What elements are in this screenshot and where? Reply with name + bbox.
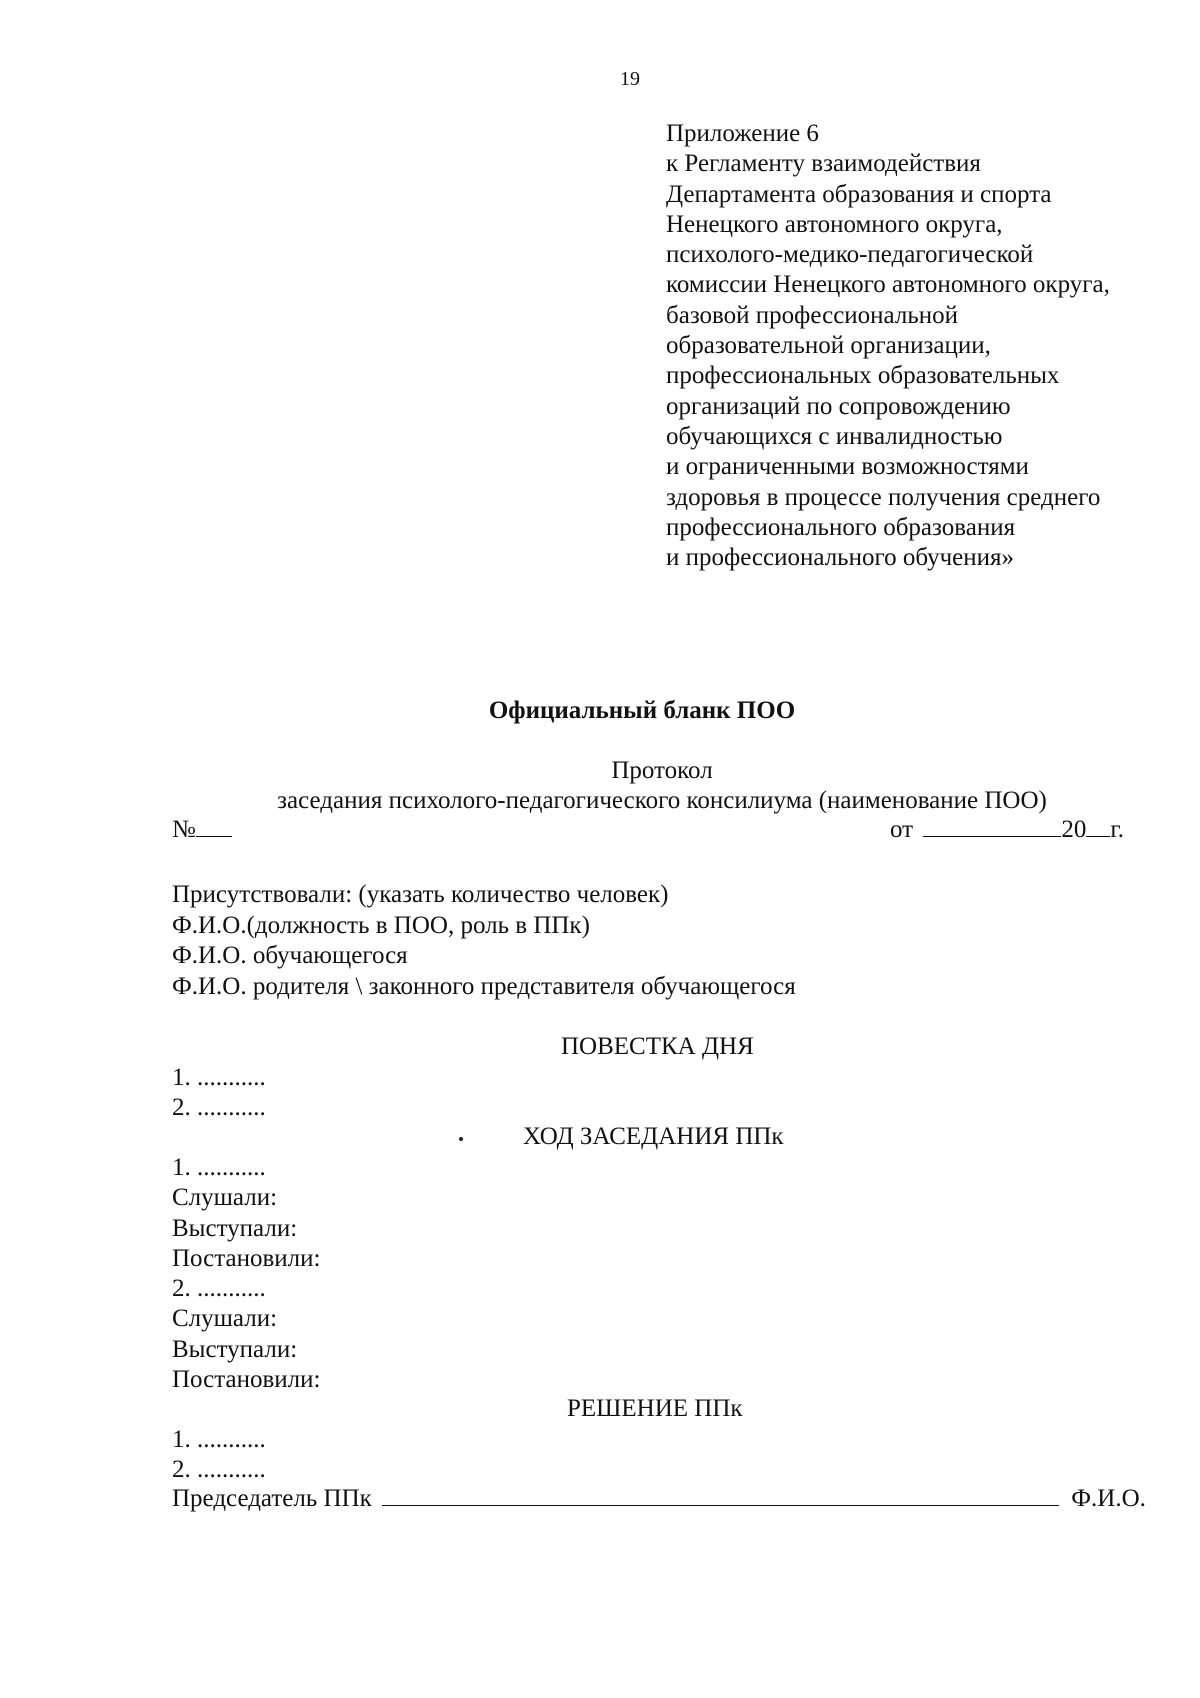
signature-line bbox=[172, 1485, 1146, 1513]
number-blank bbox=[196, 816, 232, 837]
number-label: № bbox=[172, 816, 196, 843]
attendees-block bbox=[172, 880, 796, 1002]
attendees-line: Ф.И.О. родителя \ законного представителя обучающегося bbox=[172, 972, 796, 1000]
protocol-number bbox=[172, 816, 232, 844]
chairman-label: Председатель ППк bbox=[172, 1485, 372, 1512]
appendix-line: комиссии Ненецкого автономного округа, bbox=[666, 271, 1110, 299]
page-number: 19 bbox=[620, 68, 640, 90]
fio-label: Ф.И.О. bbox=[1071, 1485, 1146, 1512]
date-blank bbox=[923, 816, 1061, 837]
date-year: 20 bbox=[1061, 816, 1087, 843]
date-suffix: г. bbox=[1110, 816, 1125, 843]
proceedings-line: Слушали: bbox=[172, 1184, 278, 1212]
appendix-line: базовой профессиональной bbox=[666, 301, 959, 329]
proceedings-line: 1. ........... bbox=[172, 1154, 266, 1181]
agenda-item: 2. ........... bbox=[172, 1094, 266, 1122]
protocol-subtitle: заседания психолого-педагогического консилиума (наименование ПОО) bbox=[277, 787, 1047, 814]
blank-title: Официальный бланк ПОО bbox=[488, 697, 796, 724]
protocol-title: Протокол bbox=[611, 757, 713, 784]
appendix-line: психолого-медико-педагогической bbox=[666, 241, 1034, 269]
agenda-list bbox=[172, 1063, 266, 1124]
appendix-line: Приложение 6 bbox=[666, 120, 819, 147]
attendees-line: Ф.И.О. обучающегося bbox=[172, 942, 408, 969]
agenda-item: 1. ........... bbox=[172, 1064, 266, 1091]
date-from-label: от bbox=[890, 816, 914, 843]
appendix-line: обучающихся с инвалидностью bbox=[666, 422, 1003, 450]
proceedings-line: 2. ........... bbox=[172, 1275, 266, 1303]
appendix-line: организаций по сопровождению bbox=[666, 392, 1011, 420]
proceedings-line: Выступали: bbox=[172, 1214, 298, 1242]
appendix-block bbox=[666, 119, 1110, 573]
attendees-line: Ф.И.О.(должность в ПОО, роль в ППк) bbox=[172, 911, 590, 939]
proceedings-heading: ХОД ЗАСЕДАНИЯ ППк bbox=[523, 1123, 784, 1150]
appendix-line: к Регламенту взаимодействия bbox=[666, 150, 981, 178]
appendix-line: образовательной организации, bbox=[666, 332, 991, 360]
appendix-line: и ограниченными возможностями bbox=[666, 453, 1029, 481]
signature-blank bbox=[382, 1485, 1059, 1506]
appendix-line: профессионального образования bbox=[666, 513, 1016, 541]
decision-heading: РЕШЕНИЕ ППк bbox=[567, 1395, 743, 1422]
appendix-line: здоровья в процессе получения среднего bbox=[666, 483, 1101, 511]
decision-list bbox=[172, 1425, 266, 1486]
proceedings-line: Выступали: bbox=[172, 1335, 298, 1363]
decision-item: 1. ........... bbox=[172, 1426, 266, 1453]
appendix-line: профессиональных образовательных bbox=[666, 362, 1060, 390]
appendix-line: и профессионального обучения» bbox=[666, 544, 1015, 572]
proceedings-list bbox=[172, 1153, 320, 1395]
protocol-date bbox=[890, 816, 1124, 844]
appendix-line: Ненецкого автономного округа, bbox=[666, 210, 1003, 238]
year-blank bbox=[1086, 816, 1110, 837]
attendees-line: Присутствовали: (указать количество человек) bbox=[172, 881, 669, 908]
agenda-heading: ПОВЕСТКА ДНЯ bbox=[561, 1033, 754, 1060]
proceedings-line: Слушали: bbox=[172, 1305, 278, 1333]
dot-mark bbox=[459, 1137, 463, 1141]
proceedings-line: Постановили: bbox=[172, 1244, 321, 1272]
proceedings-line: Постановили: bbox=[172, 1366, 321, 1394]
decision-item: 2. ........... bbox=[172, 1456, 266, 1484]
appendix-line: Департамента образования и спорта bbox=[666, 180, 1052, 208]
